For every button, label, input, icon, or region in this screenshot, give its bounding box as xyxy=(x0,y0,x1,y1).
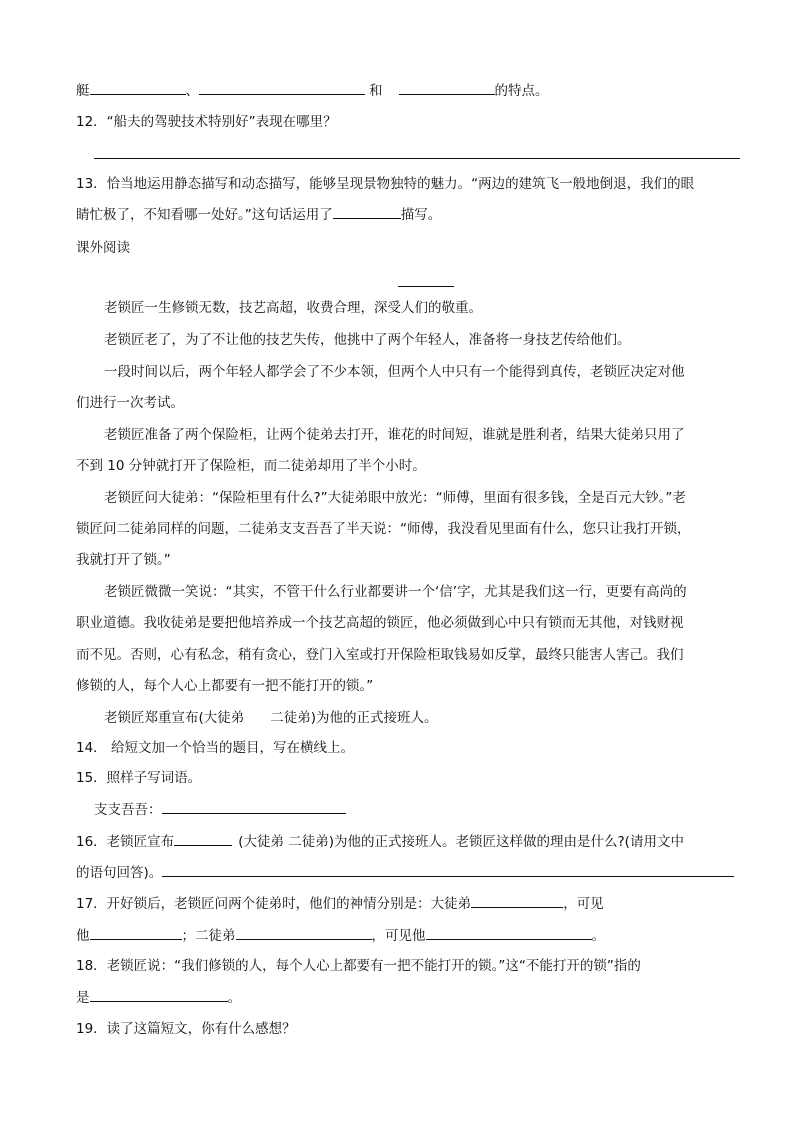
story-paragraph-6-line-1: 老锁匠微微一笑说：“其实，不管干什么行业都要讲一个‘信’字，尤其是我们这一行，更要有高尚的 xyxy=(104,584,687,600)
q16-text-b: (大徒弟 二徒弟)为他的正式接班人。老锁匠这样做的理由是什么?(请用文中 xyxy=(238,834,684,850)
q13-line-2 xyxy=(76,204,441,224)
section-heading: 课外阅读 xyxy=(76,240,130,256)
q11-blank-1[interactable] xyxy=(90,80,186,95)
q11-separator: 、 xyxy=(185,83,199,99)
q15-text: 15．照样子写词语。 xyxy=(76,770,202,786)
story-paragraph-5-line-2: 锁匠问二徒弟同样的问题，二徒弟支支吾吾了半天说：“师傅，我没看见里面有什么，您只让我打开锁， xyxy=(76,521,691,537)
story-paragraph-6-line-4: 修锁的人，每个人心上都要有一把不能打开的锁。” xyxy=(76,678,374,694)
q13-blank[interactable] xyxy=(333,204,401,219)
q17-text-d: ；二徒弟 xyxy=(181,928,236,944)
q17-line-2 xyxy=(76,925,605,945)
q17-blank-4[interactable] xyxy=(426,925,592,940)
q18-line-2 xyxy=(76,987,241,1007)
q17-blank-3[interactable] xyxy=(236,925,372,940)
q17-text-a: 17．开好锁后，老锁匠问两个徒弟时，他们的神情分别是：大徒弟 xyxy=(76,896,472,912)
q17-blank-1[interactable] xyxy=(471,893,563,908)
q15-example-label: 支支吾吾： xyxy=(94,802,162,818)
q18-blank[interactable] xyxy=(90,987,228,1002)
q15-blank[interactable] xyxy=(162,799,346,814)
q11-blank-2[interactable] xyxy=(199,80,365,95)
q11-continuation xyxy=(76,80,549,100)
q17-text-b: ，可见 xyxy=(563,896,604,912)
q17-text-f: 。 xyxy=(591,928,605,944)
q16-blank-reason[interactable] xyxy=(162,862,734,877)
story-p7-text-b: 二徒弟)为他的正式接班人。 xyxy=(270,710,438,726)
q14-text: 14． 给短文加一个恰当的题目，写在横线上。 xyxy=(76,740,354,756)
q12-answer-line[interactable] xyxy=(94,158,740,159)
q15-example xyxy=(94,799,346,819)
story-paragraph-4-line-2: 不到 10 分钟就打开了保险柜，而二徒弟却用了半个小时。 xyxy=(76,458,426,474)
q16-line-1 xyxy=(76,831,684,851)
q13-text-b: 描写。 xyxy=(400,207,442,223)
q11-and: 和 xyxy=(369,83,383,99)
story-paragraph-4-line-1: 老锁匠准备了两个保险柜，让两个徒弟去打开，谁花的时间短，谁就是胜利者，结果大徒弟只用了 xyxy=(104,427,685,443)
story-paragraph-6-line-3: 而不见。否则，心有私念，稍有贪心，登门入室或打开保险柜取钱易如反掌，最终只能害人害己。我们 xyxy=(76,647,684,663)
q16-text-a: 16．老锁匠宣布 xyxy=(76,834,175,850)
q13-text-a: 睛忙极了，不知看哪一处好。”这句话运用了 xyxy=(76,207,333,223)
story-paragraph-1: 老锁匠一生修锁无数，技艺高超，收费合理，深受人们的敬重。 xyxy=(104,300,482,316)
story-paragraph-5-line-3: 我就打开了锁。” xyxy=(76,552,171,568)
q18-text-b: 是 xyxy=(76,990,90,1006)
q11-prefix: 艇 xyxy=(76,83,90,99)
story-paragraph-5-line-1: 老锁匠问大徒弟：“保险柜里有什么?”大徒弟眼中放光：“师傅，里面有很多钱，全是百元大钞。”老 xyxy=(104,490,686,506)
story-paragraph-6-line-2: 职业道德。我收徒弟是要把他培养成一个技艺高超的锁匠，他必须做到心中只有锁而无其他，对钱财视 xyxy=(76,615,684,631)
q12-text: 12．“船夫的驾驶技术特别好”表现在哪里？ xyxy=(76,114,337,130)
q17-text-c: 他 xyxy=(76,928,90,944)
story-paragraph-7 xyxy=(104,708,438,728)
q17-text-e: ，可见他 xyxy=(371,928,426,944)
story-paragraph-3-line-1: 一段时间以后，两个年轻人都学会了不少本领，但两个人中只有一个能得到真传，老锁匠决定对他 xyxy=(104,364,685,380)
q18-line-1: 18．老锁匠说：“我们修锁的人，每个人心上都要有一把不能打开的锁。”这“不能打开的锁”指的 xyxy=(76,958,641,974)
story-p7-text-a: 老锁匠郑重宣布(大徒弟 xyxy=(104,710,245,726)
q16-line-2 xyxy=(76,862,734,882)
q17-blank-2[interactable] xyxy=(90,925,182,940)
q17-line-1 xyxy=(76,893,604,913)
story-paragraph-2: 老锁匠老了，为了不让他的技艺失传，他挑中了两个年轻人，准备将一身技艺传给他们。 xyxy=(104,332,631,348)
q13-line-1: 13．恰当地运用静态描写和动态描写，能够呈现景物独特的魅力。“两边的建筑飞一般地倒退，我们的眼 xyxy=(76,176,695,192)
q18-text-c: 。 xyxy=(227,990,241,1006)
q16-text-c: 的语句回答)。 xyxy=(76,865,163,881)
story-paragraph-3-line-2: 们进行一次考试。 xyxy=(76,395,184,411)
q19-text: 19．读了这篇短文，你有什么感想？ xyxy=(76,1021,296,1037)
q11-suffix: 的特点。 xyxy=(494,83,549,99)
title-answer-line[interactable] xyxy=(398,286,454,287)
q11-blank-3[interactable] xyxy=(399,80,495,95)
q16-blank-choice[interactable] xyxy=(174,831,232,846)
